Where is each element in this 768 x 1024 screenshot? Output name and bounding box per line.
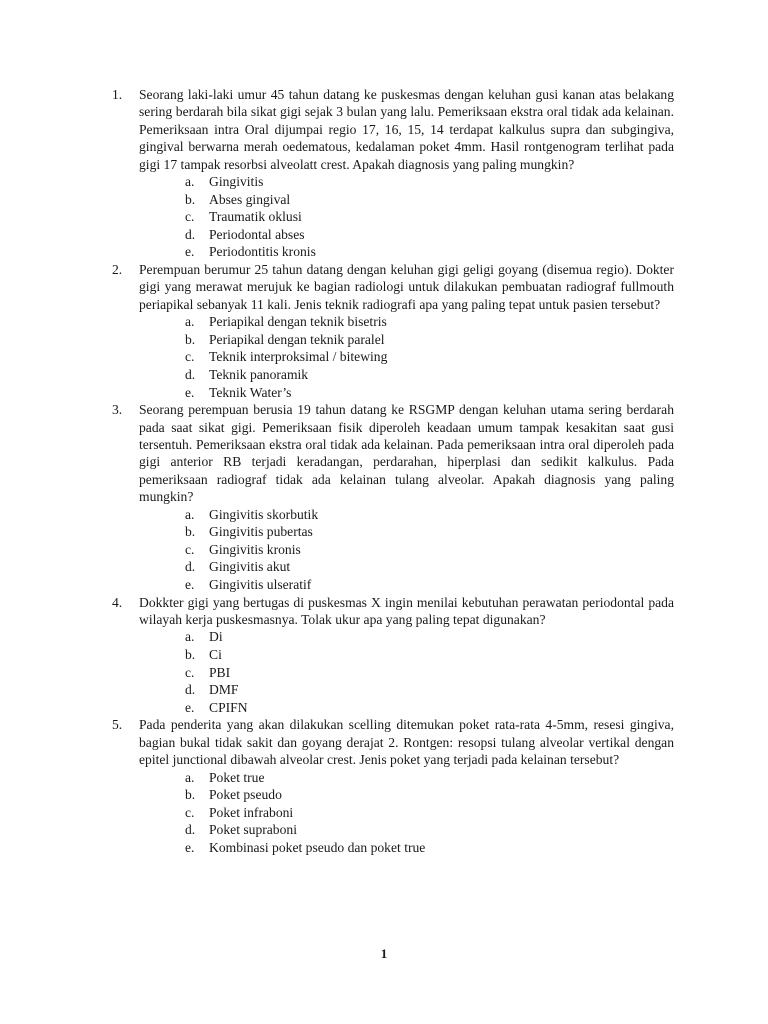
option-letter: a.	[185, 314, 195, 330]
question-number: 2.	[112, 262, 123, 277]
option-letter: d.	[185, 682, 196, 698]
option-text: Kombinasi poket pseudo dan poket true	[209, 839, 426, 855]
option-letter: b.	[185, 787, 196, 803]
option-text: CPIFN	[209, 699, 248, 715]
question-3	[112, 401, 674, 593]
option-a	[139, 628, 674, 646]
option-letter: d.	[185, 822, 196, 838]
option-c	[139, 208, 674, 226]
option-d	[139, 366, 674, 384]
question-5	[112, 716, 674, 856]
option-a	[139, 173, 674, 191]
option-b	[139, 523, 674, 541]
option-list	[139, 506, 674, 594]
option-e	[139, 839, 674, 857]
option-e	[139, 243, 674, 261]
question-2	[112, 261, 674, 401]
option-e	[139, 699, 674, 717]
option-letter: e.	[185, 839, 195, 855]
question-4	[112, 594, 674, 717]
question-number: 4.	[112, 594, 123, 610]
option-list	[139, 769, 674, 857]
option-letter: a.	[185, 629, 195, 645]
option-letter: a.	[185, 174, 195, 190]
option-text: Gingivitis kronis	[209, 541, 301, 557]
question-text: Dokkter gigi yang bertugas di puskesmas X ingin menilai kebutuhan perawatan periodontal pada wilayah kerja puskesmasnya. Tolak ukur apa yang paling tepat digunakan?	[139, 594, 674, 627]
option-text: Gingivitis pubertas	[209, 524, 313, 540]
question-number: 3.	[112, 402, 123, 418]
option-a	[139, 506, 674, 524]
option-letter: a.	[185, 769, 195, 785]
option-a	[139, 769, 674, 787]
option-letter: b.	[185, 647, 196, 662]
option-letter: c.	[185, 541, 195, 557]
option-letter: c.	[185, 664, 195, 680]
question-number: 5.	[112, 717, 123, 733]
option-letter: c.	[185, 209, 195, 225]
option-text: Poket infraboni	[209, 804, 294, 820]
option-text: Gingivitis ulseratif	[209, 577, 312, 592]
option-a	[139, 313, 674, 331]
question-1	[112, 86, 674, 261]
question-list	[112, 86, 674, 857]
question-text: Seorang laki-laki umur 45 tahun datang ke puskesmas dengan keluhan gusi kanan atas belakang sering berdarah bila sikat gigi sejak 3 bulan yang lalu. Pemeriksaan ekstra oral tidak ada kelainan. Pemeriksaan intra Oral dijumpai regio 17, 16, 15, 14 terdapat kalkulus supra dan subgingiva, gingival berwarna merah oedematous, kedalaman poket 4mm. Hasil rontgenogram terlihat pada gigi 17 tampak resorbsi alveolatt crest. Apakah diagnosis yang paling mungkin?	[139, 87, 674, 172]
option-letter: e.	[185, 577, 195, 592]
option-text: Poket pseudo	[209, 787, 282, 803]
option-d	[139, 226, 674, 244]
option-text: Periapikal dengan teknik paralel	[209, 331, 385, 347]
option-text: Teknik panoramik	[209, 367, 309, 382]
option-letter: c.	[185, 804, 195, 820]
option-letter: b.	[185, 331, 196, 347]
option-text: Ci	[209, 647, 222, 662]
option-text: Teknik interproksimal / bitewing	[209, 349, 388, 365]
option-letter: d.	[185, 226, 196, 242]
option-letter: b.	[185, 191, 196, 207]
option-d	[139, 821, 674, 839]
option-b	[139, 786, 674, 804]
option-e	[139, 576, 674, 594]
option-letter: e.	[185, 244, 195, 260]
option-b	[139, 331, 674, 349]
option-d	[139, 558, 674, 576]
option-text: PBI	[209, 664, 231, 680]
question-text: Seorang perempuan berusia 19 tahun datang ke RSGMP dengan keluhan utama sering berdarah pada saat sikat gigi. Pemeriksaan fisik diperoleh keadaan umum tampak kesakitan saat gusi tersentuh. Pemeriksaan ekstra oral tidak ada kelainan. Pada pemeriksaan intra oral diperoleh pada gigi anterior RB terjadi keradangan, perdarahan, hiperplasi dan sedikit kalkulus. Pada pemeriksaan radiograf tidak ada kelainan tulang alveolar. Apakah diagnosis yang paling mungkin?	[139, 402, 674, 505]
option-text: DMF	[209, 682, 239, 698]
option-text: Poket true	[209, 769, 265, 785]
option-text: Abses gingival	[209, 191, 291, 207]
option-text: Teknik Water’s	[209, 384, 292, 400]
option-list	[139, 173, 674, 261]
option-e	[139, 384, 674, 402]
option-letter: d.	[185, 367, 196, 382]
option-text: Periodontal abses	[209, 226, 305, 242]
question-text: Pada penderita yang akan dilakukan scelling ditemukan poket rata-rata 4-5mm, resesi gingiva, bagian bukal tidak sakit dan goyang derajat 2. Rontgen: resopsi tulang alveolar vertikal dengan epitel junctional dibawah alveolar crest. Jenis poket yang terjadi pada kelainan tersebut?	[139, 717, 674, 768]
option-letter: a.	[185, 506, 195, 522]
option-text: Di	[209, 629, 223, 645]
option-letter: e.	[185, 699, 195, 715]
option-c	[139, 541, 674, 559]
option-text: Poket supraboni	[209, 822, 297, 838]
option-text: Gingivitis	[209, 174, 264, 190]
option-c	[139, 664, 674, 682]
option-list	[139, 628, 674, 716]
page-number: 1	[380, 946, 388, 961]
option-b	[139, 191, 674, 209]
question-number: 1.	[112, 87, 123, 102]
option-letter: c.	[185, 349, 195, 365]
option-list	[139, 313, 674, 401]
option-text: Gingivitis skorbutik	[209, 506, 319, 522]
option-d	[139, 681, 674, 699]
option-text: Periodontitis kronis	[209, 244, 316, 260]
option-letter: d.	[185, 559, 196, 575]
option-c	[139, 804, 674, 822]
question-text: Perempuan berumur 25 tahun datang dengan keluhan gigi geligi goyang (disemua regio). Dokter gigi yang merawat merujuk ke bagian radiologi untuk dilakukan pembuatan radiograf fullmouth periapikal sebanyak 11 kali. Jenis teknik radiografi apa yang paling tepat untuk pasien tersebut?	[139, 262, 674, 312]
option-c	[139, 348, 674, 366]
option-b	[139, 646, 674, 664]
option-letter: e.	[185, 384, 195, 400]
option-text: Periapikal dengan teknik bisetris	[209, 314, 387, 330]
option-letter: b.	[185, 524, 196, 540]
option-text: Gingivitis akut	[209, 559, 291, 575]
option-text: Traumatik oklusi	[209, 209, 302, 225]
